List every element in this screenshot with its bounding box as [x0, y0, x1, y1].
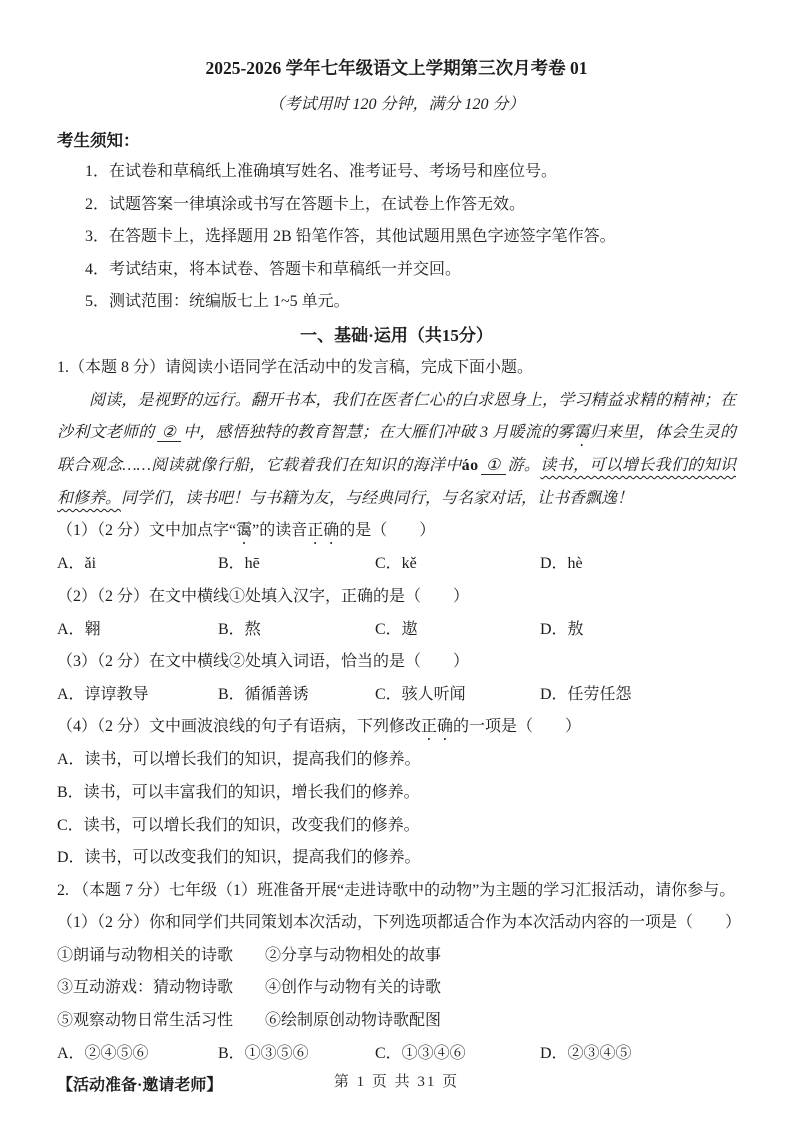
option-d: D．hè: [540, 555, 583, 573]
q1-sub4-option-d: D．读书，可以改变我们的知识，提高我们的修养。: [57, 849, 421, 867]
option-c: C．①③④⑥: [375, 1044, 466, 1062]
circled-1-marker: ①: [485, 457, 501, 475]
option-b: B．熬: [218, 620, 261, 638]
option-b: B．hē: [218, 555, 260, 573]
q1-sub1-dotted-word: 正确: [307, 522, 340, 540]
option-d: D．敖: [540, 620, 584, 638]
q1-sub4-dotted-word: 正确: [421, 718, 454, 736]
notice-item-2: 2．试题答案一律填涂或书写在答题卡上，在试卷上作答无效。: [85, 195, 526, 213]
passage-seg-5: 同学们，读书吧！与书籍为友，与经典同行，与名家对话，让书香飘逸！: [121, 489, 634, 507]
q1-sub1-options: [57, 548, 736, 581]
notice-heading: 考生须知：: [57, 131, 140, 150]
passage-wavy-sentence: 读书，可以增长我们的知识和修养。: [57, 457, 736, 507]
q1-sub4-pre: （4）（2 分）文中画波浪线的句子有语病，下列修改: [57, 718, 422, 736]
option-c: C．骇人听闻: [375, 685, 466, 703]
q1-sub3-options: [57, 679, 736, 712]
q1-stem: 1.（本题 8 分）请阅读小语同学在活动中的发言稿，完成下面小题。: [57, 358, 534, 376]
q2-sub1-options: [57, 1038, 736, 1071]
activity-item-3: ③互动游戏：猜动物诗歌: [57, 979, 234, 997]
option-b: B．循循善诱: [218, 685, 309, 703]
q1-sub1-mid: ”的读音: [252, 522, 308, 540]
q1-sub4-option-a: A．读书，可以增长我们的知识，提高我们的修养。: [57, 751, 421, 769]
passage-seg-4: 游。: [507, 457, 541, 475]
page-number-footer: 第 1 页 共 31 页: [333, 1074, 460, 1090]
notice-item-1: 1．在试卷和草稿纸上准确填写姓名、准考证号、考场号和座位号。: [85, 163, 558, 180]
section-1-heading: 一、基础·运用（共15分）: [300, 325, 493, 345]
q1-sub2-stem: （2）（2 分）在文中横线①处填入汉字，正确的是（ ）: [57, 587, 470, 605]
q1-sub1-stem: [57, 515, 736, 548]
q2-stem: 2. （本题 7 分）七年级（1）班准备开展“走进诗歌中的动物”为主题的学习汇报活动，请你参与。: [57, 881, 736, 899]
option-d: D．②③④⑤: [540, 1044, 632, 1062]
q1-sub3-stem: （3）（2 分）在文中横线②处填入词语，恰当的是（ ）: [57, 653, 470, 671]
q2-sub1-stem: （1）（2 分）你和同学们共同策划本次活动，下列选项都适合作为本次活动内容的一项是（ ）: [57, 914, 742, 932]
notice-item-4: 4．考试结束，将本试卷、答题卡和草稿纸一并交回。: [85, 260, 462, 278]
page-subtitle: （考试用时 120 分钟，满分 120 分）: [268, 96, 525, 113]
passage-seg-3: 归来里，体会生灵的联合观念……阅读就像行船，它载着我们在知识的海洋中: [57, 424, 736, 475]
option-a: A．ǎi: [57, 555, 97, 573]
page-title: 2025-2026 学年七年级语文上学期第三次月考卷 01: [205, 58, 588, 78]
q1-sub1-post: 的是（ ）: [339, 522, 436, 540]
activity-item-6: ⑥绘制原创动物诗歌配图: [265, 1012, 442, 1030]
q1-sub4-option-b: B．读书，可以丰富我们的知识，增长我们的修养。: [57, 783, 420, 801]
activity-item-2: ②分享与动物相处的故事: [265, 946, 442, 964]
passage-seg-1: 阅读，是视野的远行。翻开书本，我们在医者仁心的白求恩身上，学习精益求精的精神；在沙利文老师的: [57, 391, 736, 442]
option-a: A．②④⑤⑥: [57, 1044, 149, 1062]
notice-item-5: 5．测试范围：统编版七上 1~5 单元。: [85, 293, 350, 311]
q1-passage: [57, 385, 736, 516]
option-c: C．遨: [375, 620, 418, 638]
q1-sub1-pre: （1）（2 分）文中加点字“: [57, 522, 237, 540]
activity-item-5: ⑤观察动物日常生活习性: [57, 1012, 234, 1030]
option-d: D．任劳任怨: [540, 685, 632, 703]
q1-sub1-dotted-char: 霭: [236, 522, 253, 540]
circled-2-marker: ②: [161, 424, 177, 442]
activity-item-1: ①朗诵与动物相关的诗歌: [57, 946, 234, 964]
passage-blank-1: [481, 457, 506, 475]
q1-sub4-option-c: C．读书，可以增长我们的知识，改变我们的修养。: [57, 816, 420, 834]
passage-blank-2: [157, 424, 182, 442]
q2-bracket-heading: 【活动准备·邀请老师】: [57, 1077, 223, 1095]
option-a: A．翱: [57, 620, 101, 638]
q1-sub4-stem: [57, 711, 736, 744]
option-a: A．谆谆教导: [57, 685, 149, 703]
passage-seg-2: 中，感悟独特的教育智慧；在大雁们冲破 3 月暖流的雾: [183, 424, 574, 442]
q1-sub4-post: 的一项是（ ）: [453, 718, 582, 736]
q1-sub2-options: [57, 614, 736, 647]
passage-dotted-char: 霭: [573, 424, 590, 442]
q2-activity-items-row-1: [57, 940, 736, 973]
q2-activity-items-row-3: [57, 1005, 736, 1038]
passage-pinyin: áo: [461, 457, 479, 475]
activity-item-4: ④创作与动物有关的诗歌: [265, 979, 442, 997]
q2-activity-items-row-2: [57, 972, 736, 1005]
option-c: C．kě: [375, 555, 417, 573]
notice-item-3: 3．在答题卡上，选择题用 2B 铅笔作答，其他试题用黑色字迹签字笔作答。: [85, 228, 616, 246]
option-b: B．①③⑤⑥: [218, 1044, 309, 1062]
